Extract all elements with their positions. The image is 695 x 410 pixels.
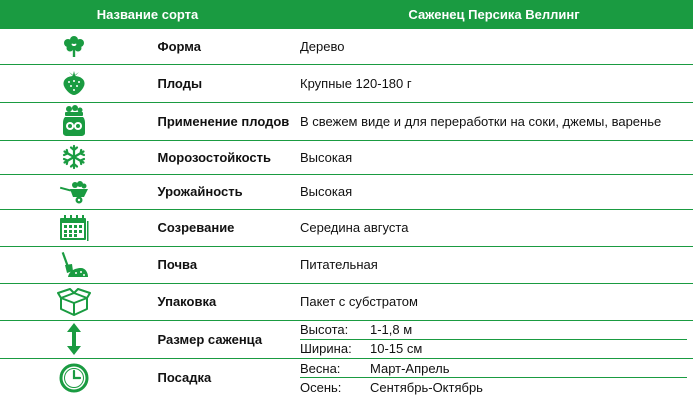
- clock-icon: [0, 363, 148, 393]
- row-icon-cell: [0, 358, 148, 397]
- size-width-line: [300, 339, 687, 358]
- table-row: [0, 358, 693, 397]
- wheelbarrow-icon: [0, 180, 148, 204]
- row-label: Урожайность: [148, 174, 296, 209]
- snowflake-icon: [0, 144, 148, 170]
- table-row: [0, 140, 693, 174]
- header-variety-name: Название сорта: [0, 0, 295, 29]
- planting-autumn-line: [300, 377, 687, 396]
- row-label: Плоды: [148, 64, 296, 102]
- sub-key: Ширина:: [300, 341, 352, 356]
- sub-value: 10-15 см: [370, 341, 423, 356]
- sub-key: Высота:: [300, 322, 349, 337]
- row-value: Высокая: [295, 140, 693, 174]
- vertical-arrows-icon: [0, 323, 148, 355]
- row-value: Пакет с субстратом: [295, 283, 693, 320]
- row-label: Морозостойкость: [148, 140, 296, 174]
- row-label: Созревание: [148, 209, 296, 246]
- row-icon-cell: [0, 174, 148, 209]
- row-value: В свежем виде и для переработки на соки, джемы, варенье: [295, 102, 693, 140]
- row-icon-cell: [0, 209, 148, 246]
- row-icon-cell: [0, 29, 148, 64]
- row-icon-cell: [0, 64, 148, 102]
- table-row: [0, 29, 693, 64]
- row-value: Питательная: [295, 246, 693, 283]
- calendar-icon: [0, 214, 148, 242]
- table-row: [0, 283, 693, 320]
- size-height-line: [300, 321, 687, 339]
- row-value: Высокая: [295, 174, 693, 209]
- row-label: Упаковка: [148, 283, 296, 320]
- table-row: [0, 64, 693, 102]
- row-icon-cell: [0, 102, 148, 140]
- shovel-soil-icon: [0, 251, 148, 279]
- row-label: Почва: [148, 246, 296, 283]
- sub-value: Сентябрь-Октябрь: [370, 379, 483, 395]
- planting-values: [295, 358, 693, 397]
- row-value: Середина августа: [295, 209, 693, 246]
- table-header-row: [0, 0, 693, 29]
- planting-spring-line: [300, 359, 687, 377]
- row-icon-cell: [0, 246, 148, 283]
- row-icon-cell: [0, 283, 148, 320]
- tree-icon: [0, 34, 148, 58]
- strawberry-icon: [0, 69, 148, 97]
- sub-value: Март-Апрель: [370, 360, 450, 376]
- row-icon-cell: [0, 320, 148, 358]
- row-value: Крупные 120-180 г: [295, 64, 693, 102]
- table-row: [0, 246, 693, 283]
- jam-jar-icon: [0, 105, 148, 137]
- box-icon: [0, 288, 148, 316]
- row-label: Размер саженца: [148, 320, 296, 358]
- row-label: Посадка: [157, 370, 212, 386]
- size-values: [295, 320, 693, 358]
- header-product-name: Саженец Персика Веллинг: [295, 0, 693, 29]
- sub-key: Осень:: [300, 379, 342, 395]
- sub-value: 1-1,8 м: [370, 322, 413, 337]
- row-label: Применение плодов: [148, 102, 296, 140]
- row-icon-cell: [0, 140, 148, 174]
- table-row: [0, 174, 693, 209]
- row-value: Дерево: [295, 29, 693, 64]
- table-row: [0, 320, 693, 358]
- table-row: [0, 209, 693, 246]
- row-label: Форма: [148, 29, 296, 64]
- table-row: [0, 102, 693, 140]
- sub-key: Весна:: [300, 360, 341, 376]
